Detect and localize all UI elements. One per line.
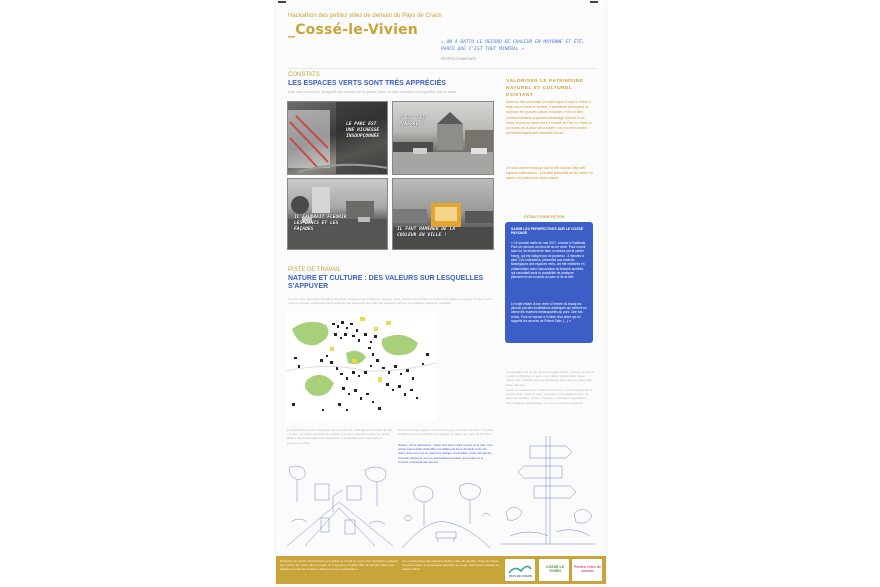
logo-pvd bbox=[572, 559, 602, 581]
constats-kicker: CONSTATS bbox=[288, 72, 320, 78]
logo-cosse bbox=[539, 559, 569, 581]
bottom-left-text: Les habitants ont été interrogés sur les endroits qu'ils apprécient dans la ville : le parc, les allées, la place de l'église. Les sites culturels comme le musée Robert Tatin sont également appréciés et pourraient être reliés par un parcours continu. bbox=[287, 428, 393, 445]
photo-square bbox=[392, 101, 494, 175]
hackathon-title: Hackathon des petites villes de demain du Pays de Craon bbox=[288, 13, 442, 19]
logo-pays-de-craon bbox=[505, 559, 535, 581]
right-mid-text: Le paysager est un lieu de travail déjà ancien : entre le centre et le pôle de l'habitat, le parc et les allées doivent être mieux reliés. Les mobilités douces participent à la mise en valeur des lieux culturels. bbox=[506, 370, 594, 386]
quote-source: PROPOS D'HABITANTS bbox=[441, 57, 477, 61]
logo-text: Petites villes de demain bbox=[574, 565, 601, 574]
piste-kicker: PISTE DE TRAVAIL bbox=[288, 267, 342, 273]
crop-mark bbox=[590, 1, 598, 3]
sketch-street bbox=[285, 462, 395, 550]
valoriser-title: VALORISER LE PATRIMOINE NATUREL ET CULTUREL EXISTANT bbox=[506, 79, 584, 98]
photo-parking bbox=[287, 178, 388, 250]
photo-square-art bbox=[393, 102, 494, 175]
town-map bbox=[286, 313, 436, 421]
photo-caption: LE PARC EST UNE RICHESSE INSOUPÇONNÉE bbox=[346, 122, 380, 139]
fiction-para2: Le trajet reliant la rue verte à l'entrée du bourg est jalonné par des installations artistiques qui mettent en valeur les espèces remarquables du parc. Une fois rendu, Paul se repose à l'ombre d'un arbre qui lui rappelle les œuvres de Robert Tatin. (...) » bbox=[511, 301, 587, 323]
resident-quote: « ON A BATTU LE RECORD DE CHALEUR EN MAYENNE ET ÉTÉ, PARCE QUE C'EST TOUT MINÉRAL » bbox=[441, 40, 585, 52]
sketch-signpost bbox=[500, 432, 596, 550]
fiction-para1: « Ce samedi matin de mai 2027, comme à l'habitude, Paul se retrouve au bout de la rue verte. Pour nourrir sans lui, ils décident de faire un détour par le centre bourg, qui est indiqué par un panneau : 3 minutes à pied. Ces indications, présentes aux endroits stratégiques des espaces verts, ont été réalisées en collaboration avec l'association du Marché-sportive, qui souhaitait avoir la possibilité de pratiquer pleinement ces boucles du parc et de la ville. bbox=[511, 240, 587, 280]
sketch-park bbox=[398, 478, 494, 550]
logo-text: PAYS DE CRAON bbox=[509, 574, 532, 578]
photo-caption: IL FAUDRAIT FLEURIR LES BANCS ET LES FAÇADES bbox=[294, 215, 347, 232]
photo-caption: C'EST TOUT MINÉRAL ! bbox=[399, 116, 427, 127]
photo-caption: IL FAUT RAMENER DE LA COULEUR EN VILLE ! bbox=[397, 227, 456, 238]
bottom-mid-gray-text: Comment relier le parc, le centre-bourg et les lieux culturels ? Quelles installations permettraient de ramener la nature au cœur de la ville ? bbox=[398, 428, 494, 437]
valoriser-para2: Ce nous avons remarqué que la ville dispose déjà des espaces intéressants ! Il semble primordial de les mettre en valeur et la patrimoine déjà existant. bbox=[506, 166, 593, 181]
divider bbox=[288, 68, 596, 69]
piste-intro: La commune de Cossé bénéficie d'un tissu végétal et de nombreux espaces verts, notamment le Parc Le Vivier et les allées le long de l'Oudon. Leur mise en réseau et celle des lieux culturels doit permettre de créer des parcours piétons et cyclables reliant les quartiers. bbox=[288, 297, 492, 306]
bottom-mid-blue-text: Nature, art et patrimoine : tisser des liens entre le parc et la ville. Une action permettrait d'identifier les différents lieux d'intérêt et de les relier entre eux par un parcours ludique et sensible. Cette démarche pourrait s'appuyer sur les associations locales, les écoles et le Conseil municipal des jeunes. bbox=[398, 443, 493, 464]
photo-park bbox=[287, 101, 388, 175]
constats-subtitle: Mais sans réseaux ni transparité par endroits sur la grande place, les îlots verdoyés n'ont agréable pour la santé. bbox=[288, 90, 458, 94]
page-title: _Cossé-le-Vivien bbox=[288, 22, 418, 38]
piste-title: NATURE ET CULTURE : DES VALEURS SUR LESQUELLES S'APPUYER bbox=[288, 275, 484, 290]
fiction-box bbox=[505, 222, 593, 343]
footer-contacts: Les coordonnées des référents Petites villes de demain : Pays de Craon, Cossé-le-Vivien et partenaires associés au projet. Documents réalisés en octobre 2022. bbox=[402, 559, 500, 571]
constats-title: LES ESPACES VERTS SONT TRÈS APPRÉCIÉS bbox=[288, 80, 446, 87]
photo-kiosk bbox=[392, 178, 494, 250]
crop-mark bbox=[278, 1, 286, 3]
right-list-text: Quels en seraient pour autant les leviers ? • Une création d'une boucle verte reliant le parc, le bourg et les équipements • Un ajout de mobilier : bancs, fontaines, ombrages végétalisés • Une meilleure signalisation des cheminements existants bbox=[506, 388, 593, 405]
footer-credits: Étudiants de l'école d'architecture ont réalisé ce travail au cours d'un hackathon organisé par le Pays de Craon dans le cadre du programme Petites villes de demain. Merci aux habitants et élus de Cossé-le-Vivien pour leur participation. bbox=[280, 559, 398, 571]
valoriser-para1: Après un été caniculaire pendant lequel Cossé-le-Vivien a battu ses records de chaleur, il semblerait intéressant de repenser les grandes places minérales. Pour ce faire, certains habitants proposent davantage d'arbres et de bancs et plus de bancs fixes à l'ombre du Parc Le Vivier ou au niveau de la place de la Mairie, une nouvelle couleur permettant également d'embellir Cossé. bbox=[506, 100, 593, 136]
fiction-heading: SAISIR LES PERSPECTIVES SUR LE COSSÉ PAYSAGÉ bbox=[511, 227, 583, 236]
logo-text: COSSÉ LE VIVIEN bbox=[545, 565, 565, 574]
extract-label: EXTRAIT D'UNE FICTION bbox=[524, 215, 565, 219]
photo-kiosk-art bbox=[393, 179, 494, 250]
